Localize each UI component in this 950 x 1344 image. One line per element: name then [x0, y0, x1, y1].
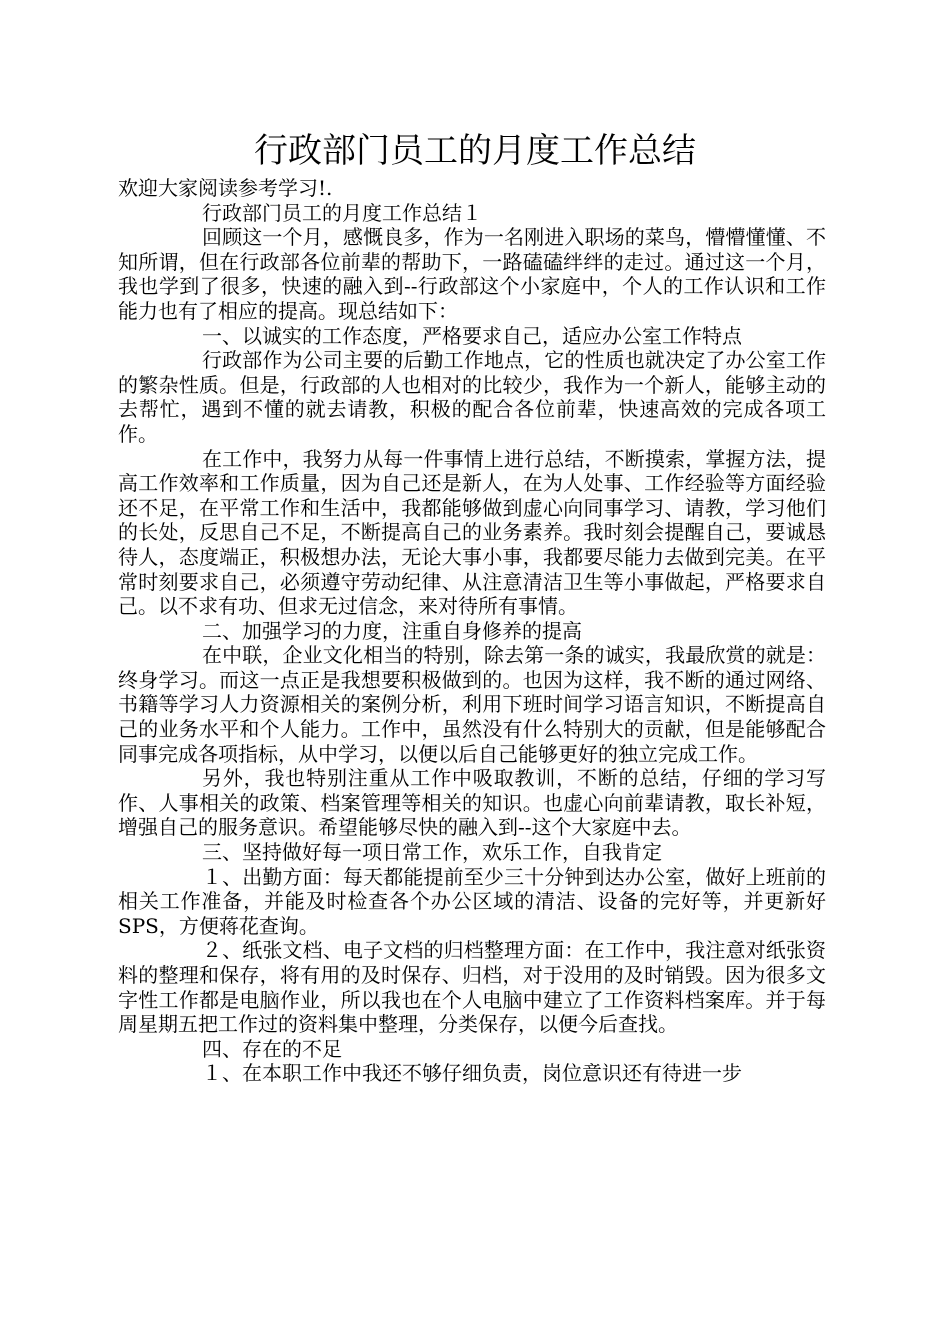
paragraph: 一、以诚实的工作态度，严格要求自己，适应办公室工作特点 — [202, 323, 742, 348]
paragraph: 在工作中，我努力从每一件事情上进行总结，不断摸索，掌握方法，提高工作效率和工作质量，因为自己还是新人，在为人处事、工作经验等方面经验还不足，在平常工作和生活中，我都能够做到虚心向同事学习、请教，学习他们的长处，反思自己不足，不断提高自己的业务素养。我时刻会提醒自己，要诚恳待人，态度端正，积极想办法，无论大事小事，我都要尽能力去做到完美。在平常时刻要求自己，必须遵守劳动纪律、从注意清洁卫生等小事做起，严格要求自己。以不求有功、但求无过信念，来对待所有事情。 — [118, 446, 826, 619]
document-body — [118, 176, 826, 1086]
paragraph: １、在本职工作中我还不够仔细负责，岗位意识还有待进一步 — [202, 1061, 742, 1086]
paragraph: ２、纸张文档、电子文档的归档整理方面：在工作中，我注意对纸张资料的整理和保存，将有用的及时保存、归档，对于没用的及时销毁。因为很多文字性工作都是电脑作业，所以我也在个人电脑中建立了工作资料档案库。并于每周星期五把工作过的资料集中整理，分类保存，以便今后查找。 — [118, 938, 826, 1037]
paragraph: 另外，我也特别注重从工作中吸取教训，不断的总结，仔细的学习写作、人事相关的政策、档案管理等相关的知识。也虚心向前辈请教，取长补短，增强自己的服务意识。希望能够尽快的融入到--这个大家庭中去。 — [118, 766, 826, 840]
paragraph: 四、存在的不足 — [202, 1036, 342, 1061]
paragraph: 三、坚持做好每一项日常工作，欢乐工作，自我肯定 — [202, 840, 662, 865]
paragraph: 行政部作为公司主要的后勤工作地点，它的性质也就决定了办公室工作的繁杂性质。但是，行政部的人也相对的比较少，我作为一个新人，能够主动的去帮忙，遇到不懂的就去请教，积极的配合各位前辈，快速高效的完成各项工作。 — [118, 348, 826, 446]
paragraph: 行政部门员工的月度工作总结１ — [202, 200, 482, 225]
paragraph: １、出勤方面：每天都能提前至少三十分钟到达办公室，做好上班前的相关工作准备，并能及时检查各个办公区域的清洁、设备的完好等，并更新好SPS，方便蒋花查询。 — [118, 864, 826, 938]
paragraph: 二、加强学习的力度，注重自身修养的提高 — [202, 618, 582, 643]
document-title: 行政部门员工的月度工作总结 — [254, 131, 696, 171]
paragraph: 在中联，企业文化相当的特别，除去第一条的诚实，我最欣赏的就是：终身学习。而这一点正是我想要积极做到的。也因为这样，我不断的通过网络、书籍等学习人力资源相关的案例分析，利用下班时间学习语言知识，不断提高自己的业务水平和个人能力。工作中，虽然没有什么特别大的贡献，但是能够配合同事完成各项指标，从中学习，以便以后自己能够更好的独立完成工作。 — [118, 643, 826, 766]
paragraph: 回顾这一个月，感慨良多，作为一名刚进入职场的菜鸟，懵懵懂懂、不知所谓，但在行政部各位前辈的帮助下，一路磕磕绊绊的走过。通过这一个月，我也学到了很多，快速的融入到--行政部这个小家庭中，个人的工作认识和工作能力也有了相应的提高。现总结如下： — [118, 225, 826, 323]
paragraph: 欢迎大家阅读参考学习!. — [118, 176, 333, 200]
